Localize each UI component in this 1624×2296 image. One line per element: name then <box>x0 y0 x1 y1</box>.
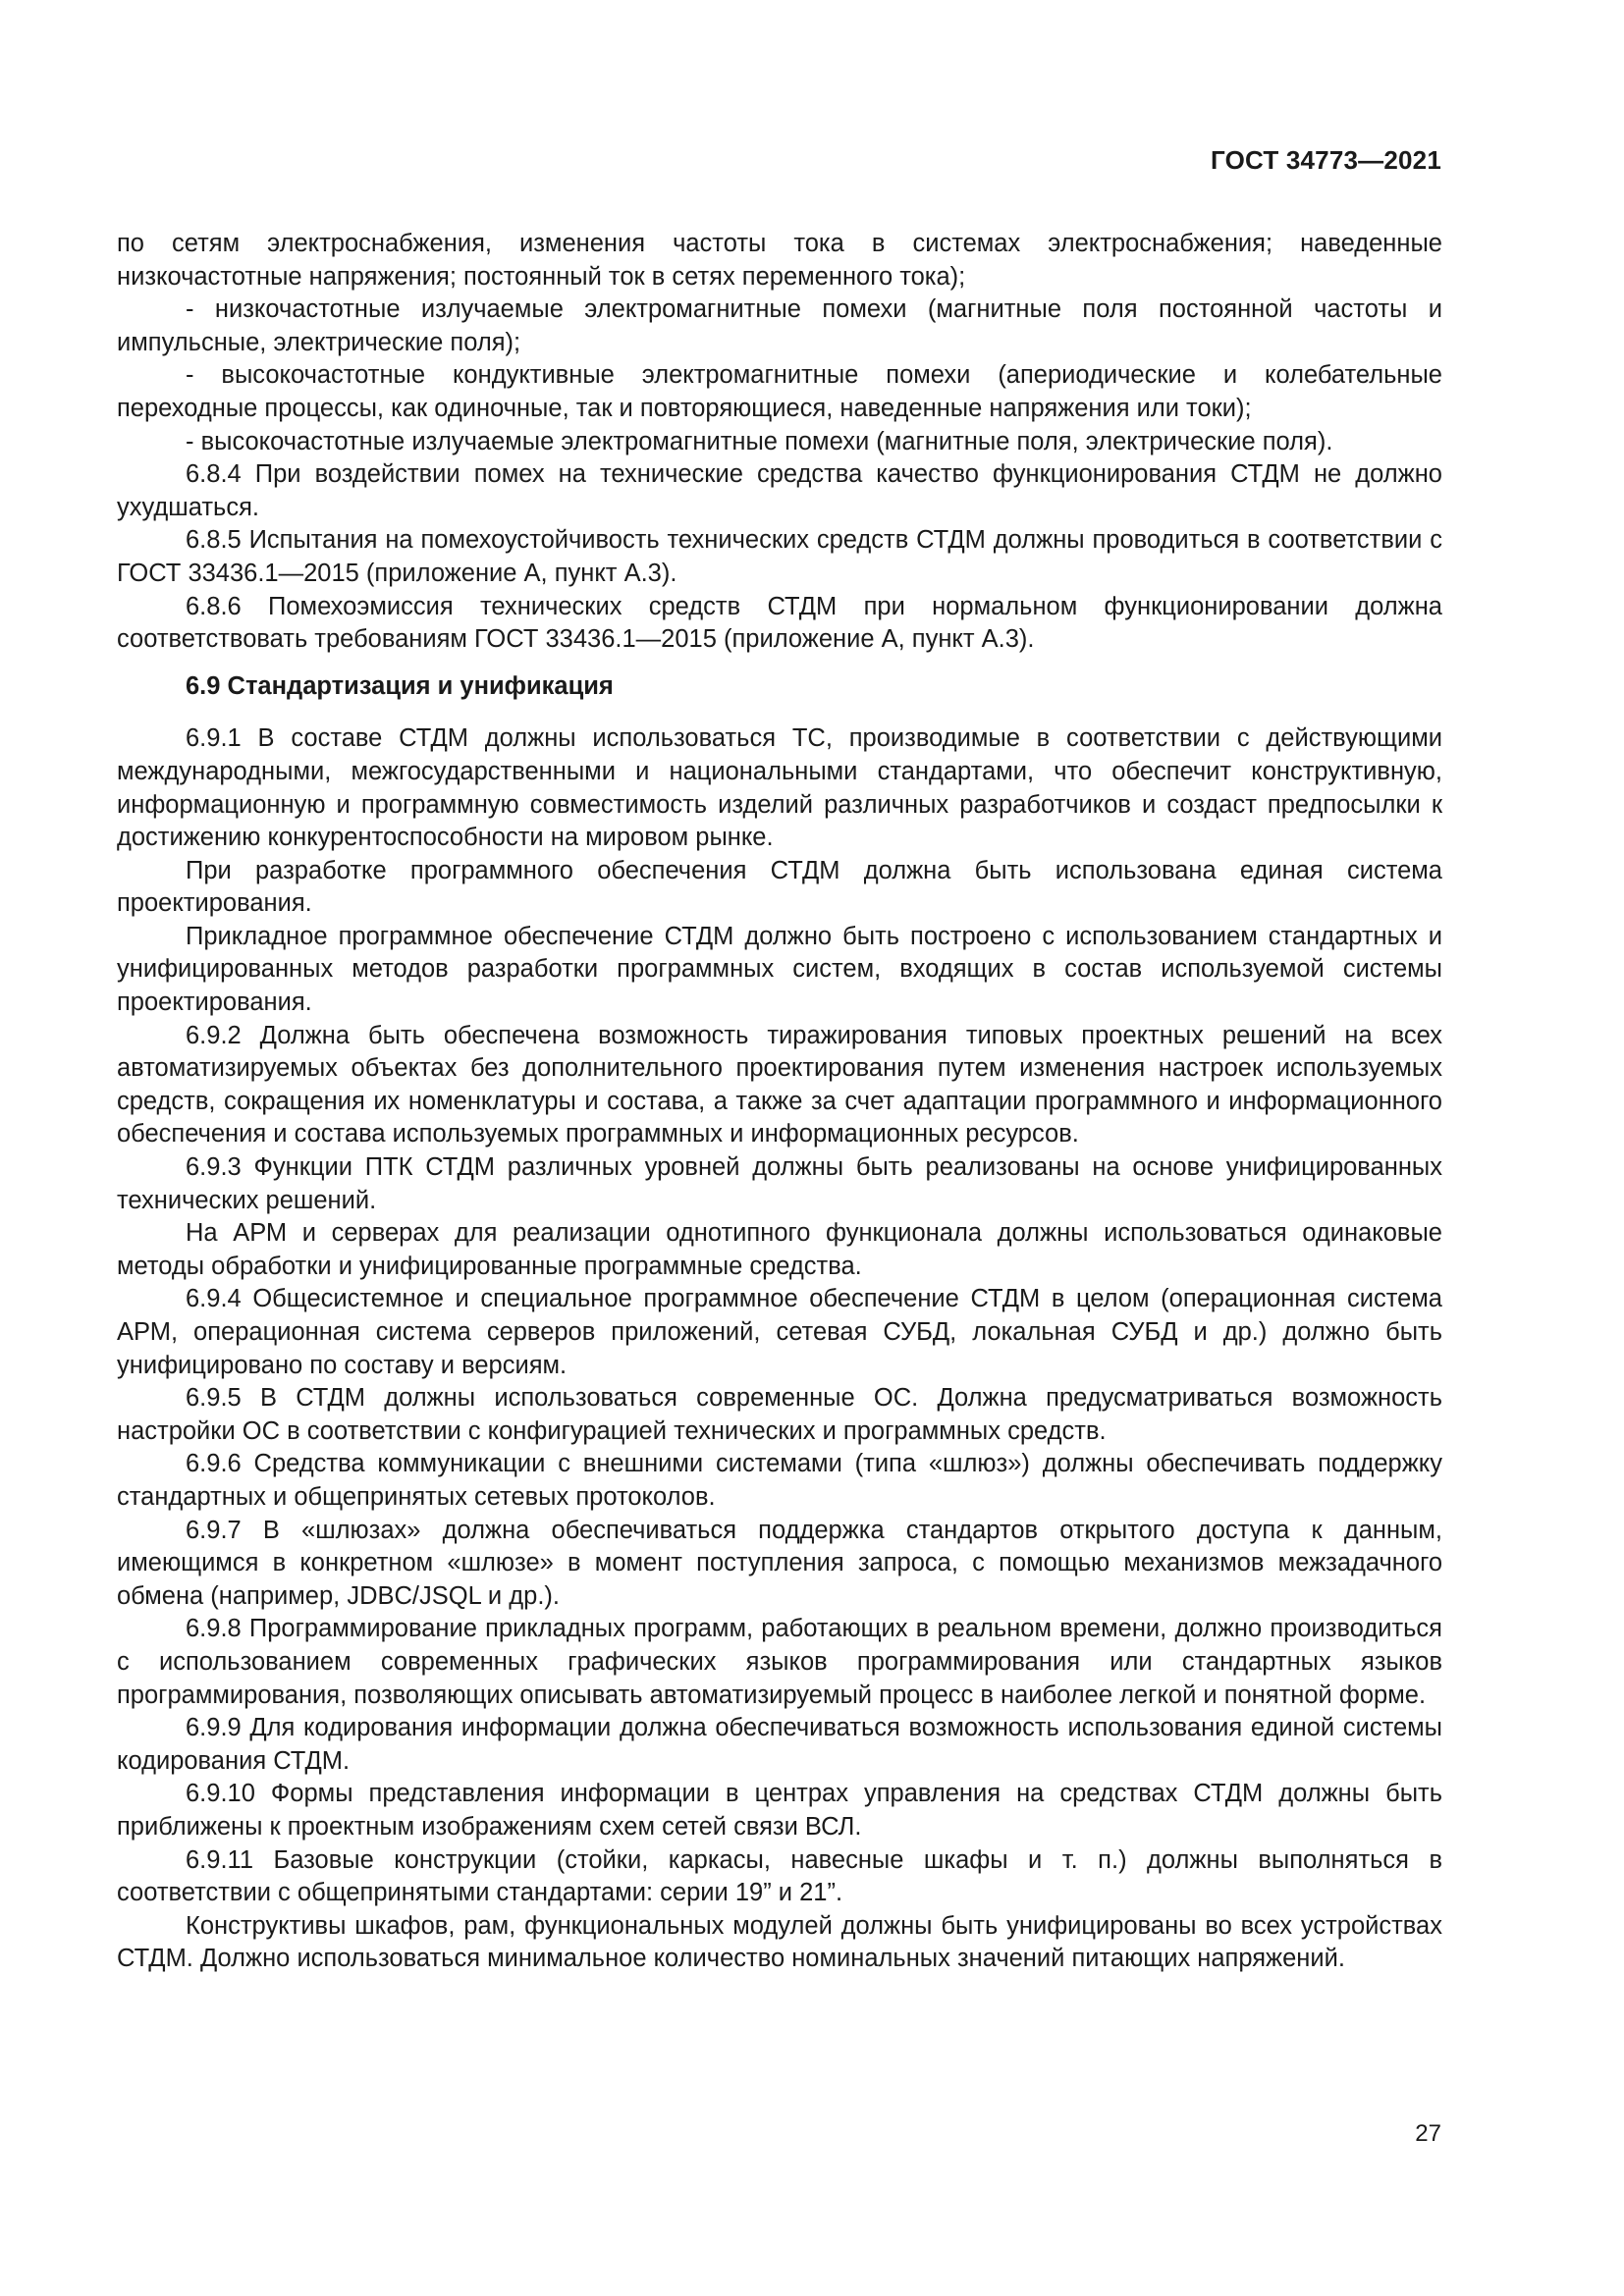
paragraph: На АРМ и серверах для реализации однотипного функционала должны использоваться одинаковые методы обработки и унифицированные программные средства. <box>117 1219 1442 1280</box>
clause-6-9-4: 6.9.4 Общесистемное и специальное программное обеспечение СТДМ в целом (операционная система АРМ, операционная система серверов приложений, сетевая СУБД, локальная СУБД и др.) должно быть унифицировано по составу и версиям. <box>117 1285 1442 1379</box>
page-number: 27 <box>1415 2120 1441 2147</box>
list-item: - высокочастотные кондуктивные электромагнитные помехи (апериодические и колебательные переходные процессы, как одиночные, так и повторяющиеся, наведенные напряжения или токи); <box>117 361 1442 422</box>
clause-6-9-1: 6.9.1 В составе СТДМ должны использоваться ТС, производимые в соответствии с действующими международными, межгосударственными и национальными стандартами, что обеспечит конструктивную, информационную и программную совместимость изделий различных разработчиков и создаст предпосылки к достижению конкурентоспособности на мировом рынке. <box>117 724 1442 852</box>
clause-6-9-3: 6.9.3 Функции ПТК СТДМ различных уровней должны быть реализованы на основе унифицированных технических решений. <box>117 1153 1442 1214</box>
clause-6-9-11: 6.9.11 Базовые конструкции (стойки, каркасы, навесные шкафы и т. п.) должны выполняться в соответствии с общепринятыми стандартами: серии 19” и 21”. <box>117 1845 1442 1907</box>
clause-6-8-6: 6.8.6 Помехоэмиссия технических средств СТДМ при нормальном функционировании должна соответствовать требованиям ГОСТ 33436.1—2015 (приложение А, пункт А.3). <box>117 592 1442 654</box>
paragraph: При разработке программного обеспечения СТДМ должна быть использована единая система проектирования. <box>117 856 1442 918</box>
page-header: ГОСТ 34773—2021 <box>1211 145 1441 175</box>
clause-6-9-2: 6.9.2 Должна быть обеспечена возможность тиражирования типовых проектных решений на всех автоматизируемых объектах без дополнительного проектирования путем изменения настроек используемых средств, сокращения их номенклатуры и состава, а также за счет адаптации программного и информационного обеспечения и состава используемых программных и информационных ресурсов. <box>117 1021 1442 1148</box>
clause-6-8-5: 6.8.5 Испытания на помехоустойчивость технических средств СТДМ должны проводиться в соответствии с ГОСТ 33436.1—2015 (приложение А, пункт А.3). <box>117 526 1442 587</box>
paragraph: Конструктивы шкафов, рам, функциональных модулей должны быть унифицированы во всех устройствах СТДМ. Должно использоваться минимальное количество номинальных значений питающих напряжений. <box>117 1911 1442 1973</box>
list-item: - высокочастотные излучаемые электромагнитные помехи (магнитные поля, электрические поля). <box>186 427 1333 455</box>
clause-6-9-9: 6.9.9 Для кодирования информации должна обеспечиваться возможность использования единой системы кодирования СТДМ. <box>117 1714 1442 1775</box>
paragraph-continuation: по сетям электроснабжения, изменения частоты тока в системах электроснабжения; наведенные низкочастотные напряжения; постоянный ток в сетях переменного тока); <box>117 230 1442 291</box>
list-item: - низкочастотные излучаемые электромагнитные помехи (магнитные поля постоянной частоты и импульсные, электрические поля); <box>117 295 1442 356</box>
clause-6-9-7: 6.9.7 В «шлюзах» должна обеспечиваться поддержка стандартов открытого доступа к данным, имеющимся в конкретном «шлюзе» в момент поступления запроса, с помощью механизмов межзадачного обмена (например, JDBC/JSQL и др.). <box>117 1516 1442 1610</box>
clause-6-9-10: 6.9.10 Формы представления информации в центрах управления на средствах СТДМ должны быть приближены к проектным изображениям схем сетей связи ВСЛ. <box>117 1780 1442 1841</box>
section-heading: 6.9 Стандартизация и унификация <box>186 671 614 700</box>
paragraph: Прикладное программное обеспечение СТДМ должно быть построено с использованием стандартных и унифицированных методов разработки программных систем, входящих в состав используемой системы проектирования. <box>117 922 1442 1017</box>
clause-6-9-6: 6.9.6 Средства коммуникации с внешними системами (типа «шлюз») должны обеспечивать поддержку стандартных и общепринятых сетевых протоколов. <box>117 1450 1442 1511</box>
clause-6-9-5: 6.9.5 В СТДМ должны использоваться современные ОС. Должна предусматриваться возможность настройки ОС в соответствии с конфигурацией технических и программных средств. <box>117 1384 1442 1445</box>
document-body <box>117 228 1442 1976</box>
clause-6-9-8: 6.9.8 Программирование прикладных программ, работающих в реальном времени, должно производиться с использованием современных графических языков программирования или стандартных языков программирования, позволяющих описывать автоматизируемый процесс в наиболее легкой и понятной форме. <box>117 1615 1442 1709</box>
clause-6-8-4: 6.8.4 При воздействии помех на технические средства качество функционирования СТДМ не должно ухудшаться. <box>117 460 1442 521</box>
